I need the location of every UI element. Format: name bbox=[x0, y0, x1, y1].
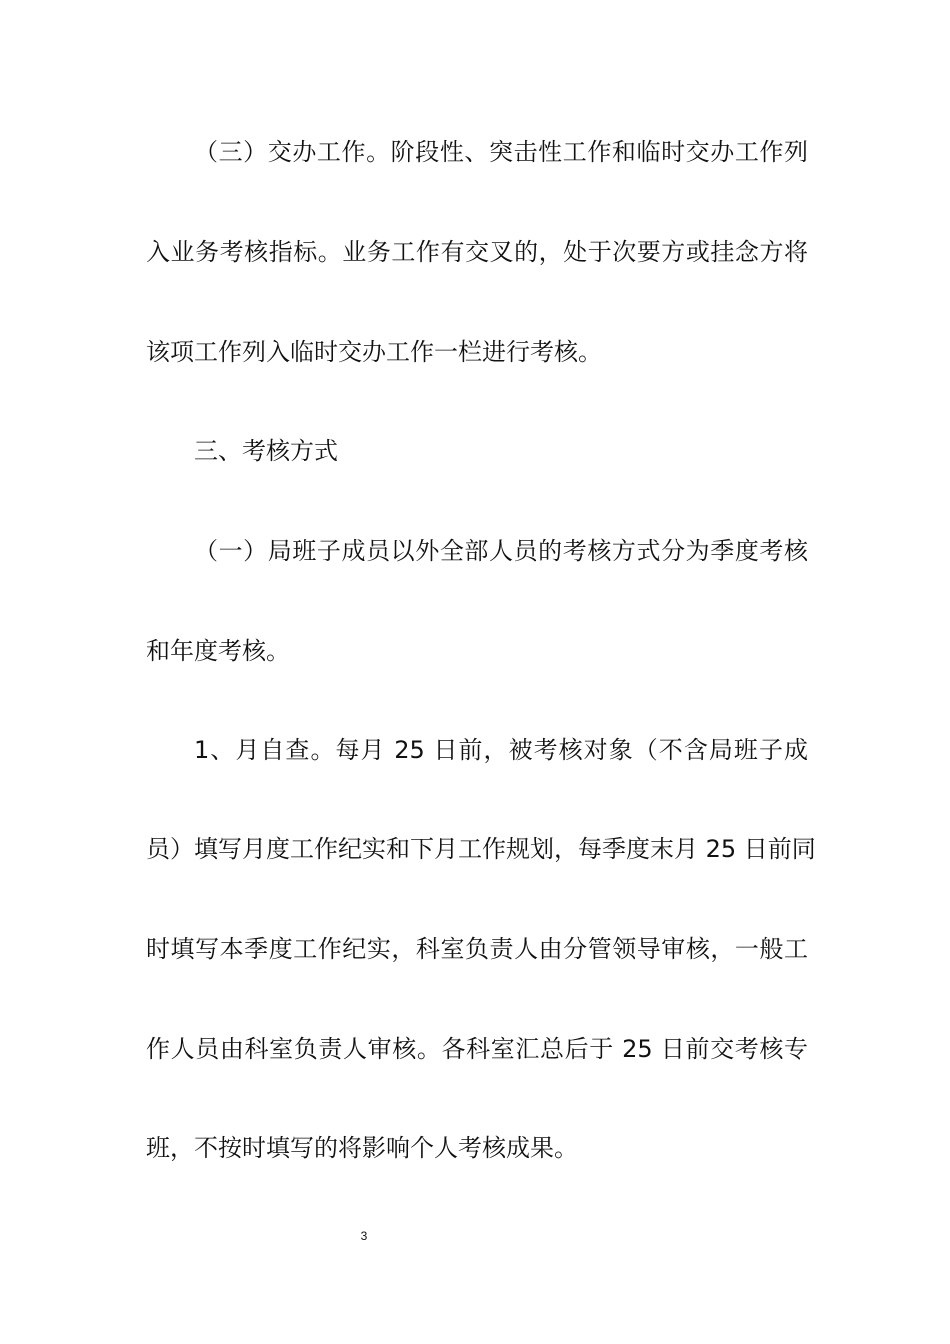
paragraph-line-1: （三）交办工作。阶段性、突击性工作和临时交办工作列 bbox=[194, 138, 808, 166]
paragraph-line-10: 作人员由科室负责人审核。各科室汇总后于 25 日前交考核专 bbox=[146, 1035, 808, 1063]
paragraph-line-9: 时填写本季度工作纪实，科室负责人由分管领导审核，一般工 bbox=[146, 935, 808, 963]
paragraph-line-8: 员）填写月度工作纪实和下月工作规划，每季度末月 25 日前同 bbox=[146, 835, 816, 863]
paragraph-line-7: 1、月自查。每月 25 日前，被考核对象（不含局班子成 bbox=[194, 736, 808, 764]
section-heading: 三、考核方式 bbox=[194, 437, 338, 465]
paragraph-line-3: 该项工作列入临时交办工作一栏进行考核。 bbox=[146, 338, 602, 366]
paragraph-line-5: （一）局班子成员以外全部人员的考核方式分为季度考核 bbox=[194, 537, 808, 565]
paragraph-line-6: 和年度考核。 bbox=[146, 637, 290, 665]
paragraph-line-2: 入业务考核指标。业务工作有交叉的，处于次要方或挂念方将 bbox=[146, 238, 808, 266]
paragraph-line-11: 班，不按时填写的将影响个人考核成果。 bbox=[146, 1134, 578, 1162]
page-number: 3 bbox=[360, 1229, 368, 1243]
